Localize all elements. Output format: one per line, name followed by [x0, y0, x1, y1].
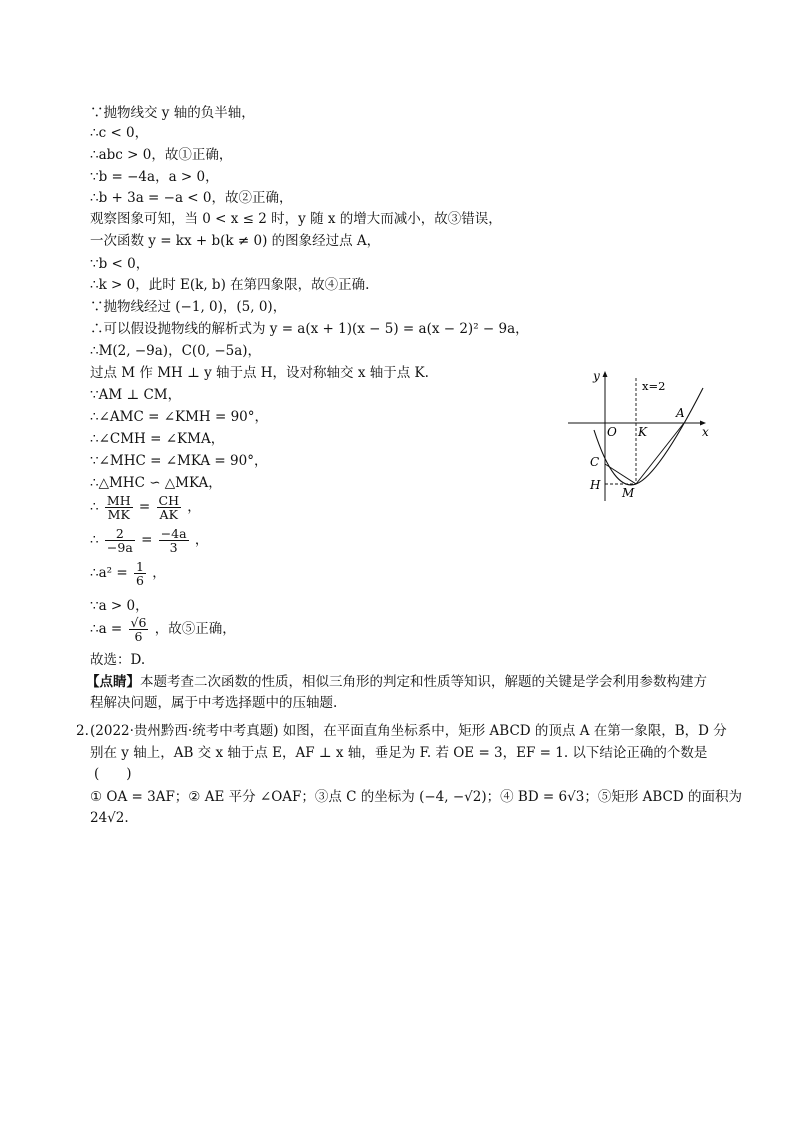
label-y: y [593, 369, 600, 383]
label-x: x [702, 425, 709, 439]
solution-line: ∴∠CMH = ∠KMA， [90, 431, 225, 447]
label-symmetry: x=2 [642, 379, 666, 393]
label-a: A [676, 406, 685, 420]
solution-line: ∴可以假设抛物线的解析式为 y = a(x + 1)(x − 5) = a(x − 2)² − 9a， [90, 321, 529, 337]
solution-line: ∵b = −4a，a > 0， [90, 169, 219, 185]
solution-line: ∵b < 0， [90, 256, 150, 272]
solution-line: 观察图象可知，当 0 < x ≤ 2 时，y 随 x 的增大而减小，故③错误， [90, 211, 502, 227]
fraction-line-a-value [90, 616, 236, 643]
label-o: O [607, 425, 617, 439]
fraction-suffix: ， [187, 499, 201, 515]
solution-line: ∵a > 0， [90, 598, 149, 614]
numerator: MH [106, 493, 131, 508]
answer-line: 故选：D. [90, 652, 146, 668]
label-h: H [590, 478, 601, 492]
denominator: 6 [134, 629, 143, 644]
question-answer-blank: ( ) [94, 766, 132, 782]
fraction-line-a-squared [90, 560, 166, 587]
numerator: 1 [135, 559, 144, 574]
denominator: 3 [169, 540, 178, 555]
fraction-sqrt6-6 [129, 616, 149, 643]
fraction-4a-3 [159, 527, 189, 554]
fraction-mh-mk [105, 494, 133, 521]
question-line: ① OA = 3AF；② AE 平分 ∠OAF；③点 C 的坐标为 (−4, −√2)；④ BD = 6√3；⑤矩形 ABCD 的面积为 [90, 789, 742, 805]
fraction-2-9a [105, 527, 135, 554]
comment-line-2: 程解决问题，属于中考选择题中的压轴题. [90, 695, 338, 711]
question-line: 24√2. [90, 810, 129, 826]
comment-line-1 [86, 673, 707, 691]
denominator: −9a [106, 540, 133, 555]
comment-text: 本题考查二次函数的性质，相似三角形的判定和性质等知识，解题的关键是学会利用参数构建方 [140, 674, 707, 690]
fraction-prefix: ∴a² = [90, 565, 128, 581]
label-k: K [638, 425, 647, 439]
parabola-figure [566, 366, 726, 506]
fraction-suffix: ， [152, 565, 166, 581]
numerator: 2 [105, 527, 135, 541]
solution-line: ∴abc > 0，故①正确， [90, 147, 233, 163]
denominator: MK [107, 507, 130, 522]
label-m: M [622, 486, 635, 500]
solution-line: ∴c < 0， [90, 125, 149, 141]
fraction-suffix: ，故⑤正确， [154, 621, 236, 637]
question-line: (2022·贵州黔西·统考中考真题) 如图，在平面直角坐标系中，矩形 ABCD 的顶点 A 在第一象限，B，D 分 [90, 723, 727, 739]
y-axis-arrow [603, 371, 608, 377]
denominator: 6 [135, 573, 144, 588]
solution-line: 一次函数 y = kx + b(k ≠ 0) 的图象经过点 A， [90, 233, 381, 249]
fraction-suffix: ， [194, 532, 209, 548]
numerator: √6 [130, 615, 147, 630]
question-number: 2. [76, 723, 89, 739]
comment-tag: 【点睛】 [86, 674, 140, 690]
solution-line: ∴M(2, −9a)，C(0, −5a)， [90, 343, 262, 359]
fraction-1-6 [134, 560, 146, 587]
label-c: C [590, 455, 600, 469]
equals-sign: = [141, 532, 153, 548]
solution-line: ∵抛物线交 y 轴的负半轴， [90, 105, 255, 121]
solution-line: ∴b + 3a = −a < 0，故②正确， [90, 190, 293, 206]
fraction-ch-ak [157, 494, 181, 521]
fraction-prefix: ∴ [90, 499, 99, 515]
question-line: 别在 y 轴上，AB 交 x 轴于点 E，AF ⊥ x 轴，垂足为 F. 若 OE = 3，EF = 1. 以下结论正确的个数是 [90, 745, 708, 761]
solution-line: ∵∠MHC = ∠MKA = 90°， [90, 453, 268, 469]
solution-line: ∴k > 0，此时 E(k, b) 在第四象限，故④正确. [90, 277, 370, 293]
fraction-prefix: ∴a = [90, 621, 123, 637]
equals-sign: = [138, 499, 151, 515]
solution-line: ∴∠AMC = ∠KMH = 90°， [90, 409, 269, 425]
solution-line: 过点 M 作 MH ⊥ y 轴于点 H，设对称轴交 x 轴于点 K. [90, 365, 429, 381]
solution-line: ∵AM ⊥ CM， [90, 387, 182, 403]
fraction-line-substitution [90, 527, 208, 554]
fraction-prefix: ∴ [90, 532, 99, 548]
numerator: CH [158, 493, 179, 508]
fraction-line-ratio [90, 494, 201, 521]
numerator: −4a [160, 526, 187, 541]
solution-line: ∴△MHC ∽ △MKA， [90, 475, 222, 491]
solution-line: ∵抛物线经过 (−1, 0)，(5, 0)， [90, 299, 287, 315]
denominator: AK [159, 507, 178, 522]
